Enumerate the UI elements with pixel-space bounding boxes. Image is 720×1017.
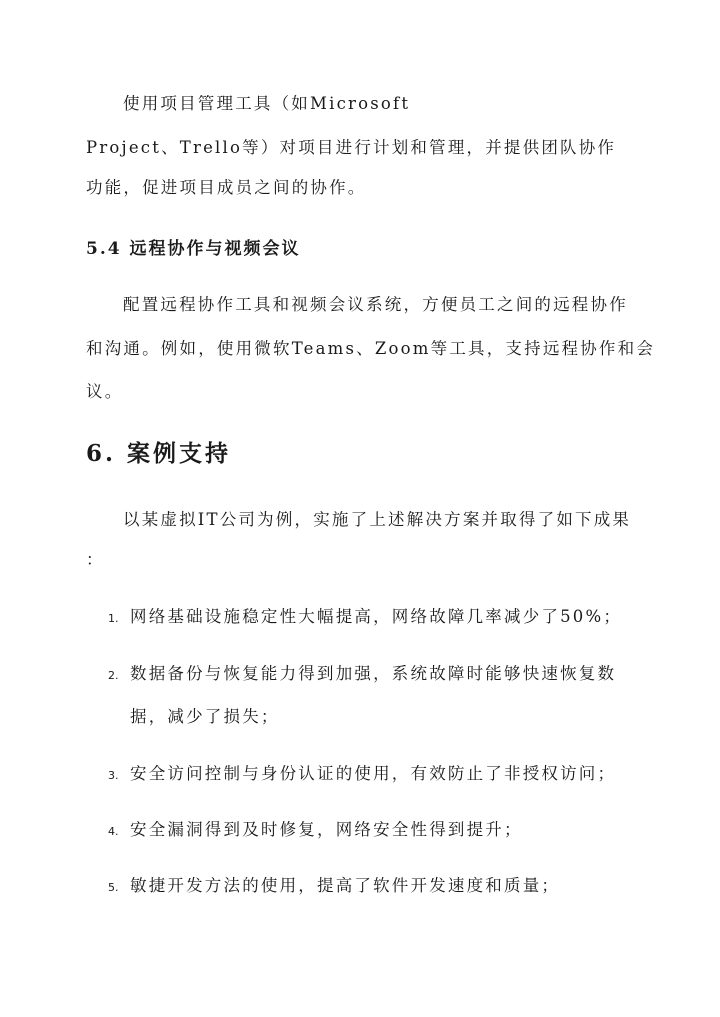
section-heading: 5.4 远程协作与视频会议: [86, 239, 301, 259]
paragraph-line: ：: [86, 550, 105, 569]
list-item-text: 敏捷开发方法的使用，提高了软件开发速度和质量；: [130, 876, 561, 895]
paragraph-line: 使用项目管理工具（如Microsoft: [123, 94, 411, 113]
list-item-text: 网络基础设施稳定性大幅提高，网络故障几率减少了50%；: [130, 607, 623, 626]
list-item: [108, 660, 616, 684]
list-item-text: 数据备份与恢复能力得到加强，系统故障时能够快速恢复数: [130, 664, 617, 683]
paragraph-line: 配置远程协作工具和视频会议系统，方便员工之间的远程协作: [123, 295, 628, 314]
paragraph-line: Project、Trello等）对项目进行计划和管理，并提供团队协作: [86, 138, 617, 157]
list-item: [108, 872, 560, 896]
chapter-heading: 6. 案例支持: [86, 440, 232, 467]
list-item-text: 安全访问控制与身份认证的使用，有效防止了非授权访问；: [130, 764, 617, 783]
paragraph-line: 以某虚拟IT公司为例，实施了上述解决方案并取得了如下成果: [123, 510, 632, 529]
list-number: 2.: [108, 669, 119, 682]
list-item: [108, 603, 622, 627]
list-number: 3.: [108, 769, 119, 782]
list-item-continuation: 据，减少了损失；: [130, 707, 280, 726]
list-item: [108, 760, 616, 784]
paragraph-line: 和沟通。例如，使用微软Teams、Zoom等工具，支持远程协作和会: [86, 339, 656, 358]
paragraph-line: 议。: [86, 382, 124, 401]
paragraph-line: 功能，促进项目成员之间的协作。: [86, 178, 367, 197]
list-number: 5.: [108, 881, 119, 894]
list-item: [108, 816, 523, 840]
list-number: 4.: [108, 825, 119, 838]
list-number: 1.: [108, 612, 119, 625]
list-item-text: 安全漏洞得到及时修复，网络安全性得到提升；: [130, 820, 523, 839]
